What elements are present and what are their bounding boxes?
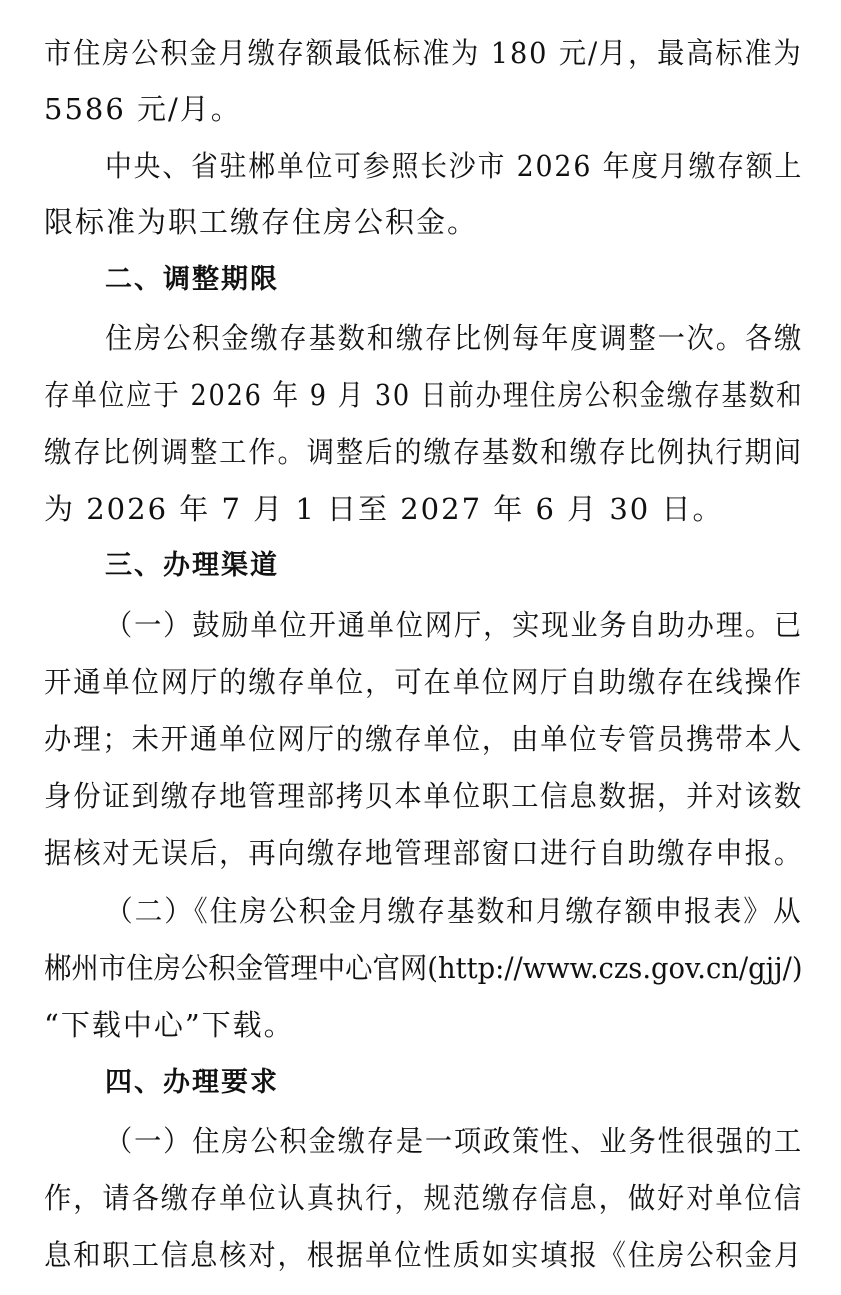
text-line: 开通单位网厅的缴存单位，可在单位网厅自助缴存在线操作 xyxy=(44,665,804,699)
text-line: “下载中心”下载。 xyxy=(44,1008,295,1042)
text-line: （一）住房公积金缴存是一项政策性、业务性很强的工 xyxy=(105,1124,804,1158)
text-line: 息和职工信息核对，根据单位性质如实填报《住房公积金月 xyxy=(44,1238,804,1272)
text-line: 办理；未开通单位网厅的缴存单位，由单位专管员携带本人 xyxy=(44,722,804,756)
text-line: 缴存比例调整工作。调整后的缴存基数和缴存比例执行期间 xyxy=(44,435,804,469)
text-line: 市住房公积金月缴存额最低标准为 180 元/月，最高标准为 xyxy=(44,36,803,70)
text-line: 住房公积金缴存基数和缴存比例每年度调整一次。各缴 xyxy=(105,321,804,355)
text-line: （一）鼓励单位开通单位网厅，实现业务自助办理。已 xyxy=(105,608,804,642)
section-heading: 二、调整期限 xyxy=(105,264,279,295)
text-line: 身份证到缴存地管理部拷贝本单位职工信息数据，并对该数 xyxy=(44,779,804,813)
text-line-url: 郴州市住房公积金管理中心官网(http://www.czs.gov.cn/gjj/) xyxy=(44,951,803,985)
text-line: 限标准为职工缴存住房公积金。 xyxy=(44,205,479,239)
section-heading: 四、办理要求 xyxy=(105,1067,279,1098)
text-line: 中央、省驻郴单位可参照长沙市 2026 年度月缴存额上 xyxy=(105,149,804,183)
section-heading: 三、办理渠道 xyxy=(105,550,279,581)
text-line: 作，请各缴存单位认真执行，规范缴存信息，做好对单位信 xyxy=(44,1181,804,1215)
text-line: 为 2026 年 7 月 1 日至 2027 年 6 月 30 日。 xyxy=(44,492,724,526)
text-line: （二）《住房公积金月缴存基数和月缴存额申报表》从 xyxy=(105,894,803,928)
text-line: 存单位应于 2026 年 9 月 30 日前办理住房公积金缴存基数和 xyxy=(44,378,804,412)
text-line: 5586 元/月。 xyxy=(44,92,242,126)
text-line: 据核对无误后，再向缴存地管理部窗口进行自助缴存申报。 xyxy=(44,836,804,870)
